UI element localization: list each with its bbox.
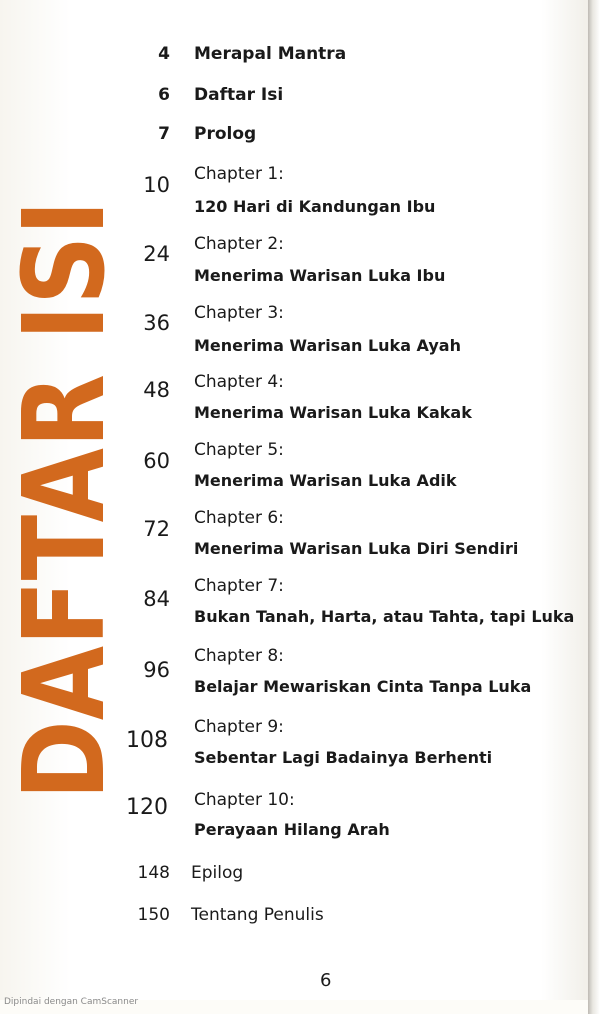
toc-entry-label: Daftar Isi [194, 85, 284, 105]
toc-chapter-label: Chapter 3: [194, 303, 284, 323]
toc-chapter-title: Sebentar Lagi Badainya Berhenti [194, 748, 493, 767]
toc-chapter-title: Menerima Warisan Luka Adik [194, 471, 457, 490]
scanner-watermark: Dipindai dengan CamScanner [4, 997, 139, 1007]
toc-chapter-label: Chapter 8: [194, 646, 284, 666]
toc-chapter-label: Chapter 7: [194, 576, 284, 596]
page-number: 6 [320, 970, 332, 991]
toc-page-number: 36 [143, 311, 170, 335]
vertical-title-text: DAFTAR ISI [0, 100, 130, 800]
toc-page-number: 4 [158, 44, 170, 64]
toc-chapter-label: Chapter 6: [194, 508, 284, 528]
toc-chapter-title: Bukan Tanah, Harta, atau Tahta, tapi Luka [194, 607, 575, 626]
toc-chapter-label: Chapter 9: [194, 717, 284, 737]
toc-chapter-title: Menerima Warisan Luka Ibu [194, 266, 446, 285]
toc-page-number: 7 [158, 124, 170, 144]
toc-page-number: 96 [143, 658, 170, 682]
toc-entry-label: Prolog [194, 124, 257, 144]
toc-page-number: 120 [126, 795, 168, 820]
toc-chapter-title: Menerima Warisan Luka Diri Sendiri [194, 539, 519, 558]
toc-page-number: 148 [137, 863, 170, 883]
page-edge [588, 0, 600, 1014]
toc-page-number: 60 [143, 449, 170, 473]
toc-chapter-title: Menerima Warisan Luka Ayah [194, 336, 461, 355]
toc-chapter-label: Chapter 2: [194, 234, 284, 254]
toc-page-number: 24 [143, 242, 170, 266]
toc-chapter-title: Belajar Mewariskan Cinta Tanpa Luka [194, 677, 532, 696]
toc-chapter-label: Chapter 4: [194, 372, 284, 392]
toc-entry-label: Epilog [191, 863, 244, 883]
toc-chapter-label: Chapter 1: [194, 164, 284, 184]
toc-chapter-label: Chapter 10: [194, 790, 295, 810]
toc-page-number: 72 [143, 517, 170, 541]
toc-page-number: 6 [158, 85, 170, 105]
toc-chapter-title: Perayaan Hilang Arah [194, 820, 390, 839]
toc-page-number: 10 [143, 173, 170, 197]
toc-chapter-title: 120 Hari di Kandungan Ibu [194, 197, 436, 216]
toc-page-number: 84 [143, 587, 170, 611]
toc-page-number: 150 [137, 905, 170, 925]
toc-chapter-label: Chapter 5: [194, 440, 284, 460]
toc-entry-label: Tentang Penulis [191, 905, 324, 925]
toc-chapter-title: Menerima Warisan Luka Kakak [194, 403, 472, 422]
toc-page-number: 48 [143, 378, 170, 402]
toc-page-number: 108 [126, 728, 168, 753]
toc-entry-label: Merapal Mantra [194, 44, 347, 64]
